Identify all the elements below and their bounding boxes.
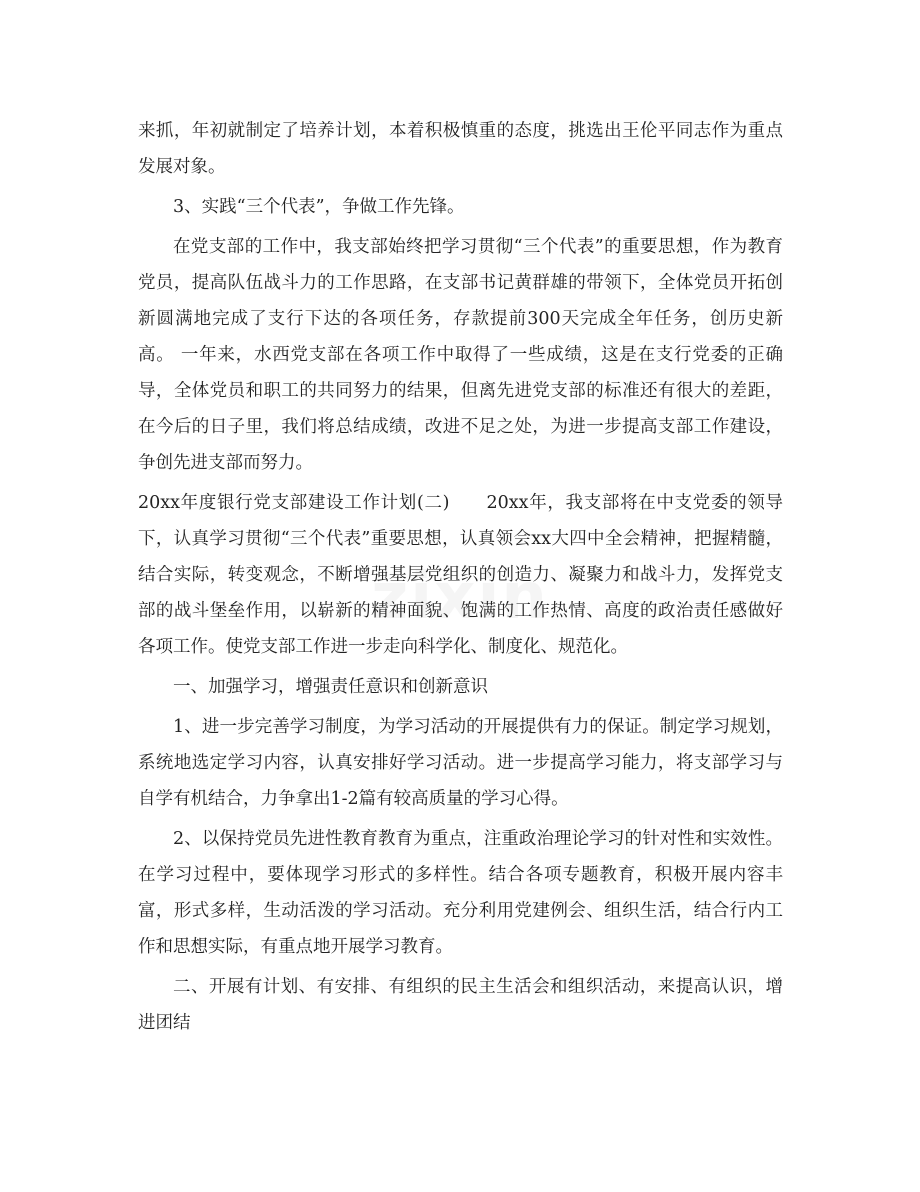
paragraph-heading-democratic-life: 二、开展有计划、有安排、有组织的民主生活会和组织活动，来提高认识，增进团结 — [138, 977, 783, 1033]
paragraph-heading-study: 一、加强学习，增强责任意识和创新意识 — [173, 677, 488, 697]
paragraph-branch-work: 在党支部的工作中，我支部始终把学习贯彻“三个代表”的重要思想，作为教育党员，提高队伍战斗力的工作思路，在支部书记黄群雄的带领下，全体党员开拓创新圆满地完成了支行下达的各项任务，存款提前300天完成全年任务，创历史新高。 一年来，水西党支部在各项工作中取得了一些成绩，这是在支行党委的正确导，全体党员和职工的共同努力的结果，但离先进党支部的标准还有很大的差距，在今后的日子里，我们将总结成绩，改进不足之处，为进一步提高支部工作建设，争创先进支部而努力。 — [138, 237, 783, 473]
paragraph-study-focus: 2、以保持党员先进性教育教育为重点，注重政治理论学习的针对性和实效性。在学习过程中，要体现学习形式的多样性。结合各项专题教育，积极开展内容丰富，形式多样，生动活泼的学习活动。充分利用党建例会、组织生活，结合行内工作和思想实际，有重点地开展学习教育。 — [138, 829, 783, 957]
paragraph-heading-practice: 3、实践“三个代表”，争做工作先锋。 — [173, 197, 465, 217]
watermark: zixin — [371, 560, 549, 634]
paragraph-study-system: 1、进一步完善学习制度，为学习活动的开展提供有力的保证。制定学习规划，系统地选定学习内容，认真安排好学习活动。进一步提高学习能力，将支部学习与自学有机结合，力争拿出1-2篇有较高质量的学习心得。 — [138, 717, 783, 809]
paragraph-plan-intro: 20xx年度银行党支部建设工作计划(二) 20xx年，我支部将在中支党委的领导下，认真学习贯彻“三个代表”重要思想，认真领会xx大四中全会精神，把握精髓，结合实际，转变观念，不断增强基层党组织的创造力、凝聚力和战斗力，发挥党支部的战斗堡垒作用，以崭新的精神面貌、饱满的工作热情、高度的政治责任感做好各项工作。使党支部工作进一步走向科学化、制度化、规范化。 — [138, 493, 783, 657]
document-body — [138, 113, 783, 1045]
paragraph-continuation: 来抓，年初就制定了培养计划，本着积极慎重的态度，挑选出王伦平同志作为重点发展对象。 — [138, 121, 783, 177]
